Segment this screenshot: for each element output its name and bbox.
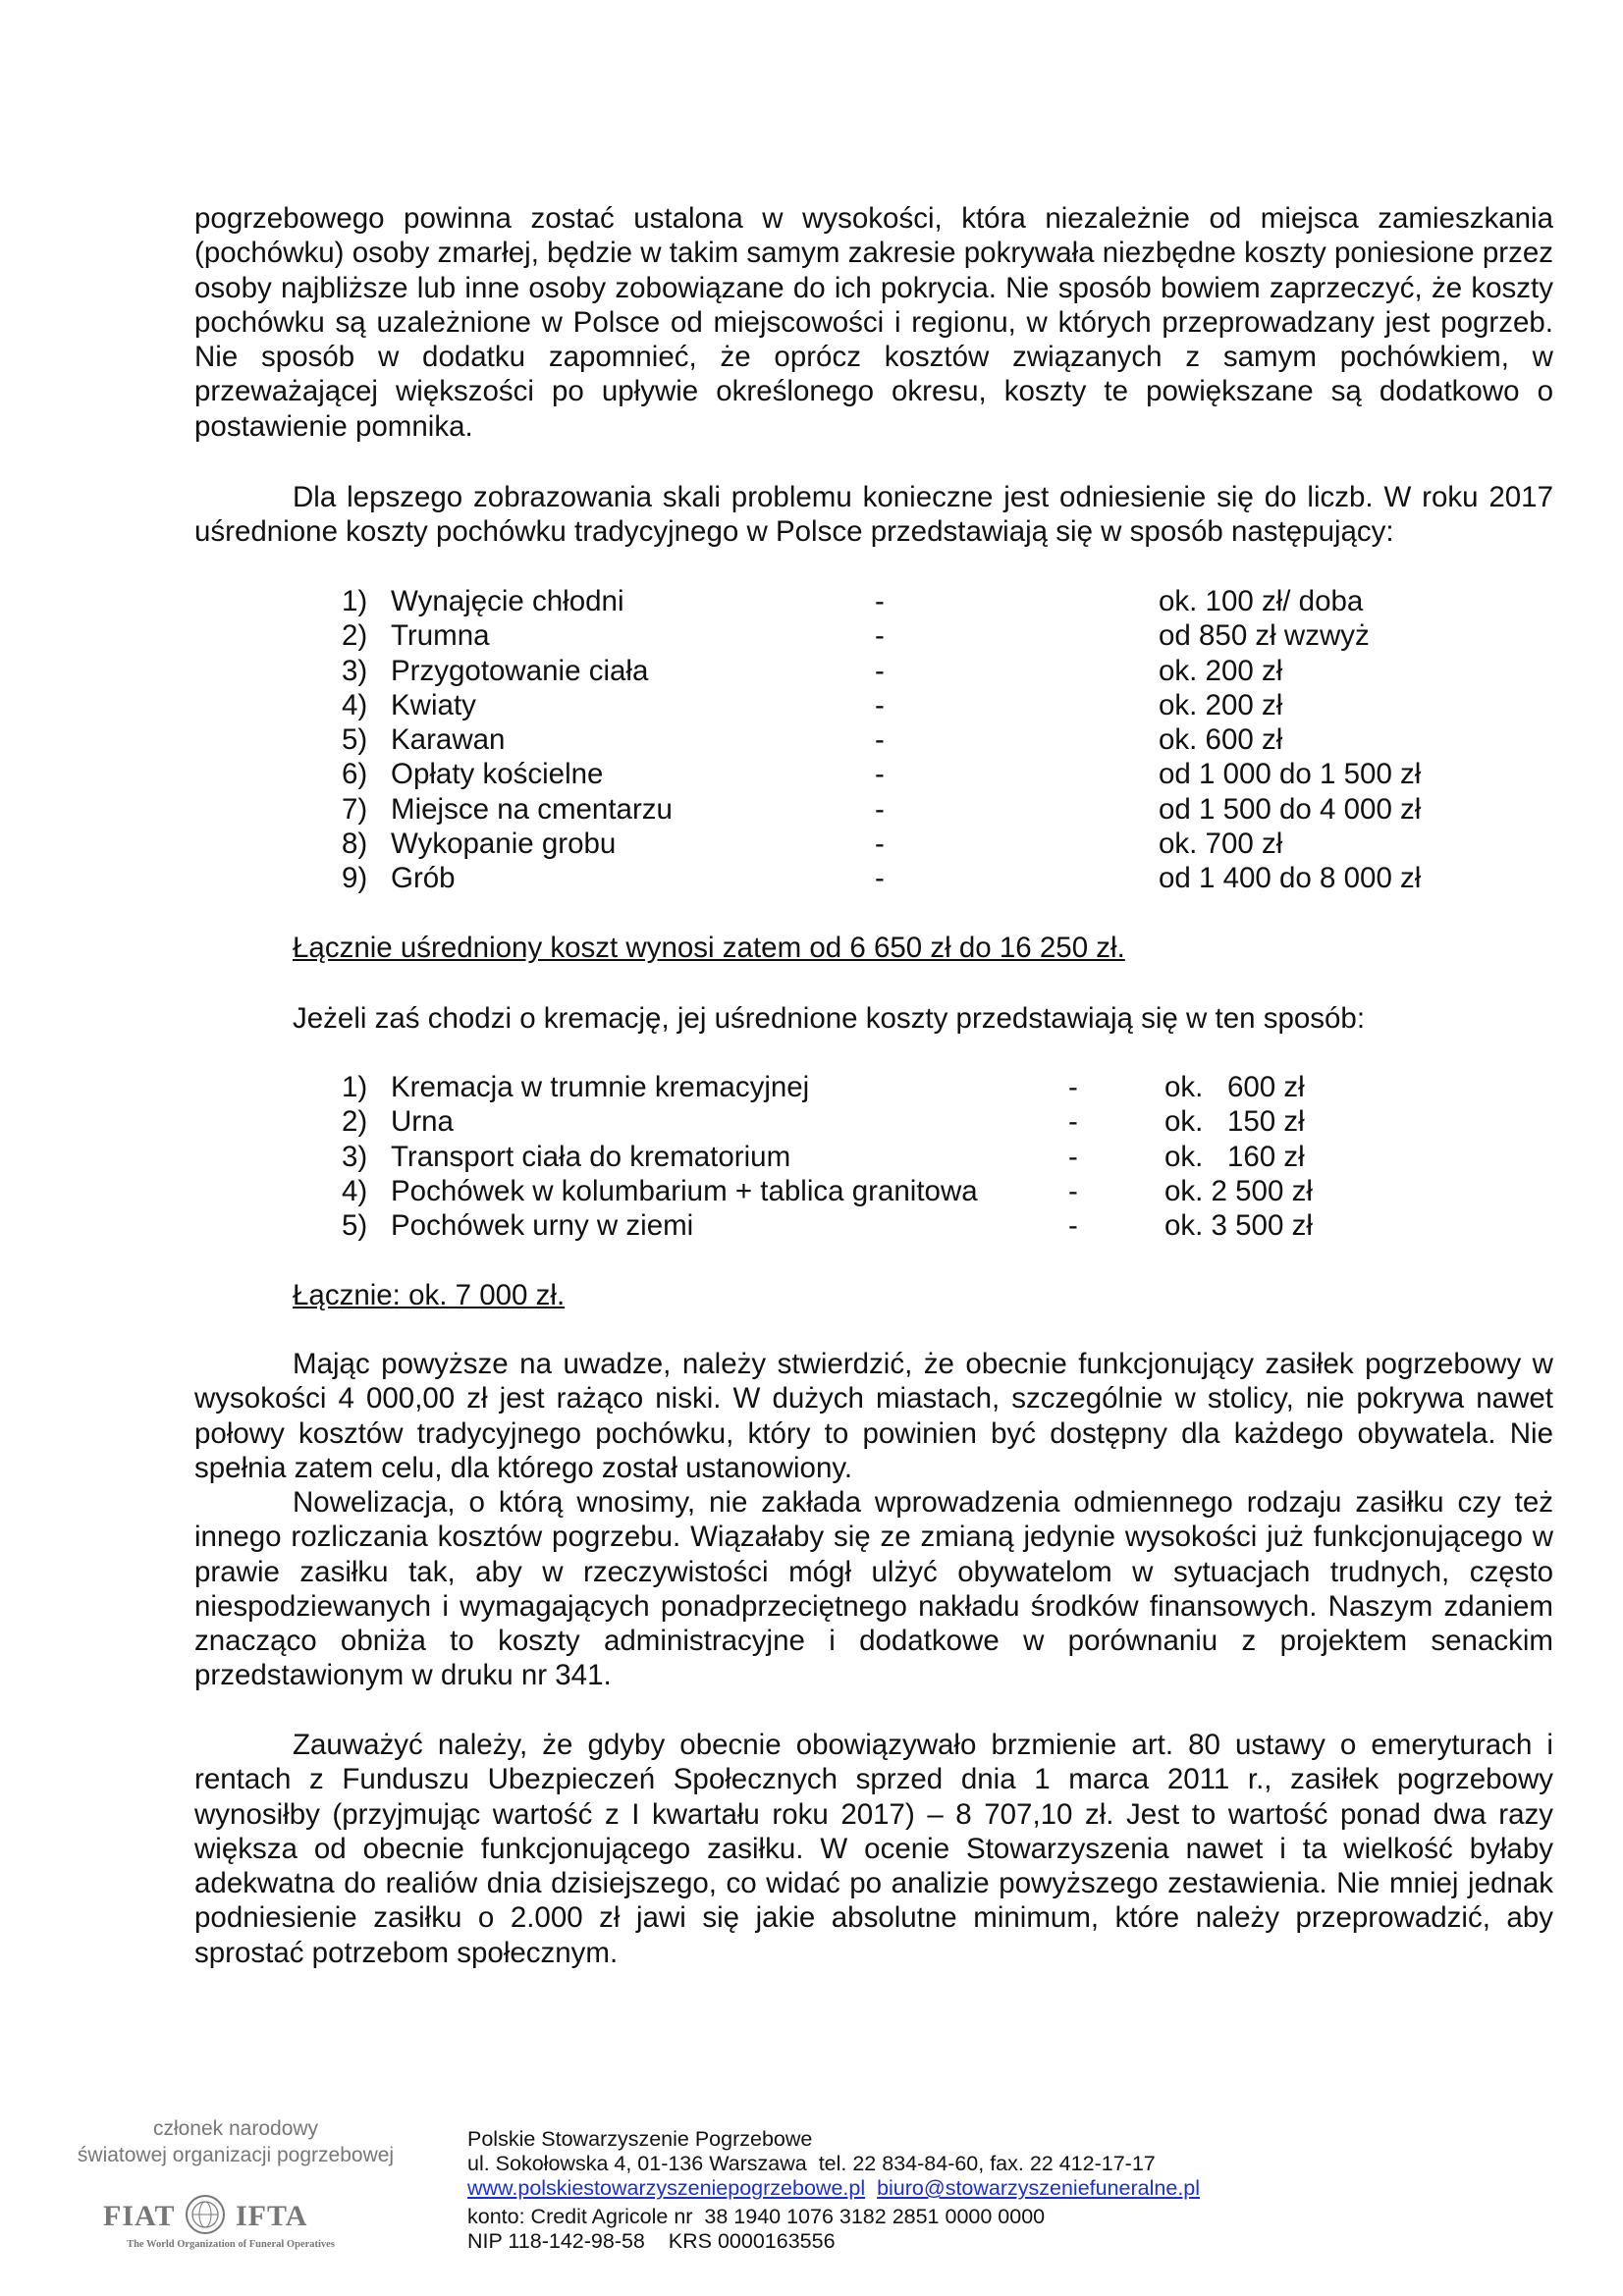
cost-item-value: ok. 700 zł (1159, 828, 1283, 861)
list-item-number: 4) (342, 688, 368, 721)
logo-ifta-text: IFTA (236, 2200, 308, 2232)
organization-address: ul. Sokołowska 4, 01-136 Warszawa tel. 22 834-84-60, fax. 22 412-17-17 (467, 2152, 1156, 2175)
cost-item-name: Transport ciała do krematorium (391, 1140, 791, 1173)
organization-links (467, 2176, 1200, 2201)
cost-item-value: ok. 150 zł (1164, 1105, 1305, 1139)
logo-fiat-text: FIAT (103, 2200, 176, 2232)
membership-note (54, 2115, 417, 2168)
paragraph-amendment: Nowelizacja, o którą wnosimy, nie zakłada wprowadzenia odmiennego rodzaju zasiłku czy też innego rozliczania kosztów pogrzebu. Wiązałaby się ze zmianą jedynie wysokości już funkcjonującego w prawie zasiłku tak, aby w rzeczywistości mógł ulżyć obywatelom w sytuacjach trudnych, często niespodziewanych i wymagających ponadprzeciętnego nakładu środków finansowych. Naszym zdaniem znacząco obniża to koszty administracyjne i dodatkowe w porównaniu z projektem senackim przedstawionym w druku nr 341. (194, 1486, 1553, 1692)
cost-item-value: od 1 000 do 1 500 zł (1159, 758, 1422, 791)
cost-item-value: ok. 3 500 zł (1164, 1209, 1313, 1243)
list-item-number: 2) (342, 1105, 368, 1139)
list-dash: - (875, 723, 885, 757)
website-link[interactable]: www.polskiestowarzyszeniepogrzebowe.pl (467, 2176, 866, 2200)
cost-item-value: ok. 200 zł (1159, 654, 1283, 687)
list-item-number: 3) (342, 654, 368, 687)
cost-item-value: ok. 2 500 zł (1164, 1174, 1313, 1207)
organization-contact (467, 2127, 1200, 2254)
list-dash: - (875, 585, 885, 617)
cremation-total: Łącznie: ok. 7 000 zł. (293, 1279, 566, 1311)
fiat-ifta-logo (98, 2200, 363, 2259)
cost-item-name: Pochówek urny w ziemi (391, 1209, 694, 1243)
list-item-number: 5) (342, 1209, 368, 1243)
cost-item-value: ok. 100 zł/ doba (1159, 585, 1364, 617)
list-dash: - (1068, 1140, 1078, 1173)
list-item-number: 7) (342, 792, 368, 826)
list-dash: - (1068, 1174, 1078, 1207)
cost-item-name: Trumna (391, 619, 490, 653)
membership-line-2: światowej organizacji pogrzebowej (77, 2144, 395, 2166)
list-item-number: 5) (342, 723, 368, 757)
list-dash: - (875, 619, 885, 653)
cost-item-value: ok. 600 zł (1164, 1071, 1305, 1103)
cost-item-value: ok. 600 zł (1159, 723, 1283, 757)
cost-item-value: od 850 zł wzwyż (1159, 619, 1370, 653)
list-item-number: 1) (342, 585, 368, 617)
cost-item-value: ok. 200 zł (1159, 688, 1283, 721)
list-item-number: 2) (342, 619, 368, 653)
list-dash: - (875, 758, 885, 791)
cost-item-name: Wynajęcie chłodni (391, 585, 624, 617)
paragraph-cremation-intro: Jeżeli zaś chodzi o kremację, jej uśrednione koszty przedstawiają się w ten sposób: (293, 1002, 1366, 1035)
cost-item-name: Kwiaty (391, 688, 476, 721)
cost-item-name: Urna (391, 1105, 454, 1139)
list-item-number: 4) (342, 1174, 368, 1207)
globe-seal-icon (185, 2194, 226, 2235)
list-dash: - (1068, 1071, 1078, 1103)
paragraph-statistics-intro: Dla lepszego zobrazowania skali problemu konieczne jest odniesienie się do liczb. W roku 2017 uśrednione koszty pochówku tradycyjnego w Polsce przedstawiają się w sposób następujący: (194, 481, 1553, 549)
cost-item-value: od 1 500 do 4 000 zł (1159, 792, 1422, 826)
list-item-number: 3) (342, 1140, 368, 1173)
list-dash: - (875, 688, 885, 721)
cost-item-name: Wykopanie grobu (391, 828, 617, 861)
cost-item-name: Kremacja w trumnie kremacyjnej (391, 1071, 810, 1103)
paragraph-intro: pogrzebowego powinna zostać ustalona w wysokości, która niezależnie od miejsca zamieszkania (pochówku) osoby zmarłej, będzie w takim samym zakresie pokrywała niezbędne koszty poniesione przez osoby najbliższe lub inne osoby zobowiązane do ich pokrycia. Nie sposób bowiem zaprzeczyć, że koszty pochówku są uzależnione w Polsce od miejscowości i regionu, w których przeprowadzany jest pogrzeb. Nie sposób w dodatku zapomnieć, że oprócz kosztów związanych z samym pochówkiem, w przeważającej większości po upływie określonego okresu, koszty te powiększane są dodatkowo o postawienie pomnika. (194, 202, 1553, 443)
cost-item-name: Grób (391, 862, 456, 895)
list-item-number: 1) (342, 1071, 368, 1103)
email-link[interactable]: biuro@stowarzyszeniefuneralne.pl (877, 2176, 1201, 2200)
bank-account: konto: Credit Agricole nr 38 1940 1076 3182 2851 0000 0000 (467, 2205, 1046, 2228)
list-dash: - (1068, 1209, 1078, 1243)
list-dash: - (875, 654, 885, 687)
cost-item-value: ok. 160 zł (1164, 1140, 1305, 1173)
list-dash: - (1068, 1105, 1078, 1139)
list-item-number: 8) (342, 828, 368, 861)
cost-item-name: Karawan (391, 723, 506, 757)
traditional-total: Łącznie uśredniony koszt wynosi zatem od 6 650 zł do 16 250 zł. (293, 932, 1125, 964)
cost-item-name: Pochówek w kolumbarium + tablica granitowa (391, 1174, 978, 1207)
paragraph-historical-comparison: Zauważyć należy, że gdyby obecnie obowiązywało brzmienie art. 80 ustawy o emeryturach i rentach z Funduszu Ubezpieczeń Społecznych sprzed dnia 1 marca 2011 r., zasiłek pogrzebowy wynosiłby (przyjmując wartość z I kwartału roku 2017) – 8 707,10 zł. Jest to wartość ponad dwa razy większa od obecnie funkcjonującego zasiłku. W ocenie Stowarzyszenia nawet i ta wielkość byłaby adekwatna do realiów dnia dzisiejszego, co widać po analizie powyższego zestawienia. Nie mniej jednak podniesienie zasiłku o 2.000 zł jawi się jakie absolutne minimum, które należy przeprowadzić, aby sprostać potrzebom społecznym. (194, 1729, 1553, 1969)
cost-item-value: od 1 400 do 8 000 zł (1159, 862, 1422, 895)
cost-item-name: Miejsce na cmentarzu (391, 792, 673, 826)
list-item-number: 9) (342, 862, 368, 895)
membership-line-1: członek narodowy (152, 2117, 319, 2140)
logo-tagline: The World Organization of Funeral Operatives (127, 2239, 335, 2250)
list-dash: - (875, 828, 885, 861)
paragraph-conclusion: Mając powyższe na uwadze, należy stwierdzić, że obecnie funkcjonujący zasiłek pogrzebowy w wysokości 4 000,00 zł jest rażąco niski. W dużych miastach, szczególnie w stolicy, nie pokrywa nawet połowy kosztów tradycyjnego pochówku, który to powinien być dostępny dla każdego obywatela. Nie spełnia zatem celu, dla którego został ustanowiony. (194, 1348, 1553, 1484)
list-dash: - (875, 862, 885, 895)
list-item-number: 6) (342, 758, 368, 791)
organization-name: Polskie Stowarzyszenie Pogrzebowe (467, 2127, 813, 2151)
tax-ids: NIP 118-142-98-58 KRS 0000163556 (467, 2229, 836, 2253)
cost-item-name: Przygotowanie ciała (391, 654, 649, 687)
cost-item-name: Opłaty kościelne (391, 758, 604, 791)
list-dash: - (875, 792, 885, 826)
